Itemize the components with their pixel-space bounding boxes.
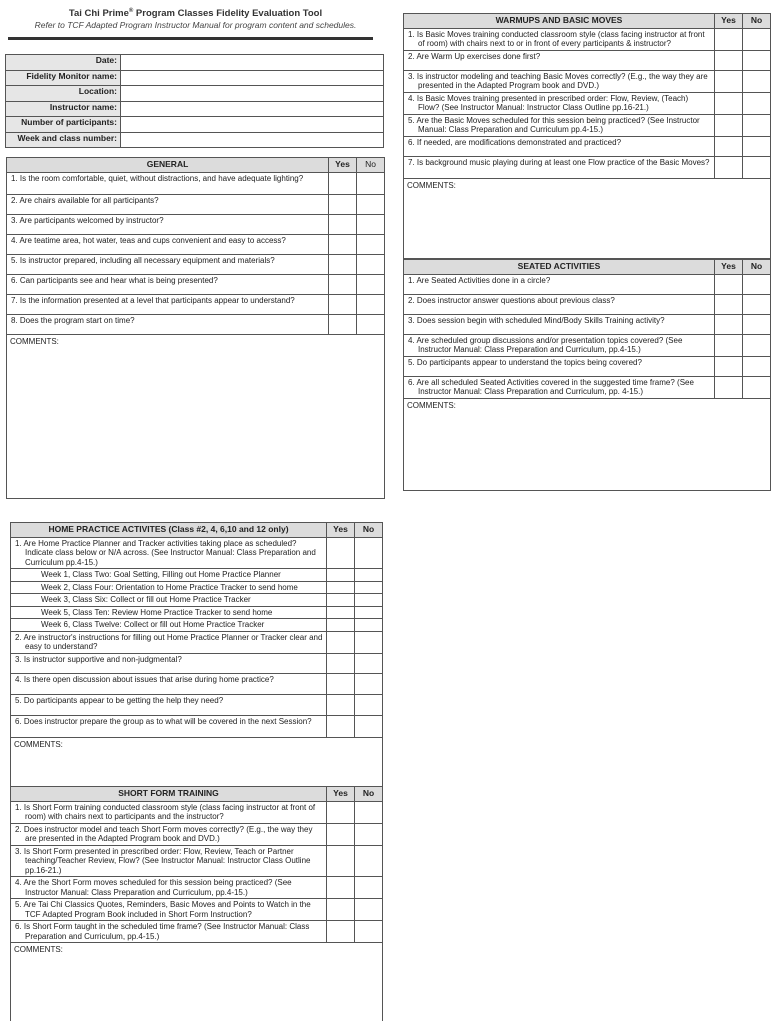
no-checkbox[interactable] bbox=[743, 356, 771, 376]
participants-field[interactable] bbox=[121, 117, 384, 133]
question: 8. Does the program start on time? bbox=[7, 314, 329, 334]
question: 1. Are Home Practice Planner and Tracker activities taking place as scheduled? Indicate class below or N/A across. (See Instructor Manual: Class Preparation and Curriculum pp.4-15.) bbox=[11, 537, 327, 569]
no-checkbox[interactable] bbox=[355, 877, 383, 899]
yes-checkbox[interactable] bbox=[329, 294, 357, 314]
yes-checkbox[interactable] bbox=[327, 619, 355, 632]
question: 1. Is Basic Moves training conducted classroom style (class facing instructor at front of room) with chairs next to or in front of every participants & instructor? bbox=[404, 28, 715, 50]
yes-checkbox[interactable] bbox=[327, 845, 355, 877]
question: 2. Are Warm Up exercises done first? bbox=[404, 50, 715, 70]
short-comments[interactable]: COMMENTS: bbox=[11, 943, 383, 1021]
no-checkbox[interactable] bbox=[355, 921, 383, 943]
yes-header: Yes bbox=[327, 523, 355, 538]
short-form-section bbox=[10, 786, 383, 1021]
yes-checkbox[interactable] bbox=[329, 172, 357, 194]
question: 4. Are scheduled group discussions and/or presentation topics covered? (See Instructor Manual: Class Preparation and Curriculum, pp.4-15.) bbox=[404, 334, 715, 356]
yes-header: Yes bbox=[715, 14, 743, 29]
yes-checkbox[interactable] bbox=[327, 581, 355, 594]
yes-checkbox[interactable] bbox=[327, 899, 355, 921]
no-checkbox[interactable] bbox=[355, 694, 383, 715]
no-checkbox[interactable] bbox=[743, 294, 771, 314]
week-class-label: Week and class number: bbox=[6, 132, 121, 148]
question: 2. Are chairs available for all participants? bbox=[7, 194, 329, 214]
instructor-name-label: Instructor name: bbox=[6, 101, 121, 117]
question: 5. Are the Basic Moves scheduled for this session being practiced? (See Instructor Manual: Class Preparation and Curriculum pp.4-15.) bbox=[404, 114, 715, 136]
home-comments[interactable]: COMMENTS: bbox=[11, 737, 383, 787]
seated-section bbox=[403, 259, 771, 491]
question: 6. Does instructor prepare the group as to what will be covered in the next Session? bbox=[11, 715, 327, 737]
no-checkbox[interactable] bbox=[743, 50, 771, 70]
general-section bbox=[6, 157, 385, 499]
yes-checkbox[interactable] bbox=[715, 136, 743, 156]
yes-checkbox[interactable] bbox=[327, 823, 355, 845]
home-heading: HOME PRACTICE ACTIVITES (Class #2, 4, 6,10 and 12 only) bbox=[11, 523, 327, 538]
yes-checkbox[interactable] bbox=[715, 334, 743, 356]
yes-checkbox[interactable] bbox=[327, 801, 355, 823]
no-checkbox[interactable] bbox=[743, 274, 771, 294]
question: 7. Is the information presented at a level that participants appear to understand? bbox=[7, 294, 329, 314]
week-item: Week 1, Class Two: Goal Setting, Filling out Home Practice Planner bbox=[11, 569, 327, 582]
document-title: Tai Chi Prime® Program Classes Fidelity Evaluation Tool bbox=[68, 8, 323, 20]
no-checkbox[interactable] bbox=[355, 594, 383, 607]
yes-checkbox[interactable] bbox=[715, 156, 743, 178]
warmups-comments[interactable]: COMMENTS: bbox=[404, 178, 771, 258]
seated-comments[interactable]: COMMENTS: bbox=[404, 398, 771, 490]
yes-checkbox[interactable] bbox=[715, 92, 743, 114]
question: 3. Does session begin with scheduled Mind/Body Skills Training activity? bbox=[404, 314, 715, 334]
no-checkbox[interactable] bbox=[355, 619, 383, 632]
question: 4. Are the Short Form moves scheduled for this session being practiced? (See Instructor Manual: Class Preparation and Curriculum, pp.4-15.) bbox=[11, 877, 327, 899]
no-checkbox[interactable] bbox=[355, 899, 383, 921]
question: 1. Are Seated Activities done in a circle? bbox=[404, 274, 715, 294]
yes-checkbox[interactable] bbox=[329, 214, 357, 234]
no-checkbox[interactable] bbox=[357, 234, 385, 254]
no-checkbox[interactable] bbox=[355, 653, 383, 673]
yes-header: Yes bbox=[329, 158, 357, 173]
no-checkbox[interactable] bbox=[743, 28, 771, 50]
question: 2. Does instructor answer questions about previous class? bbox=[404, 294, 715, 314]
no-checkbox[interactable] bbox=[355, 823, 383, 845]
no-checkbox[interactable] bbox=[355, 801, 383, 823]
question: 2. Are instructor's instructions for filling out Home Practice Planner or Tracker clear and easy to understand? bbox=[11, 631, 327, 653]
yes-header: Yes bbox=[327, 787, 355, 802]
no-checkbox[interactable] bbox=[357, 314, 385, 334]
yes-checkbox[interactable] bbox=[327, 569, 355, 582]
question: 5. Is instructor prepared, including all necessary equipment and materials? bbox=[7, 254, 329, 274]
no-checkbox[interactable] bbox=[357, 172, 385, 194]
document-header bbox=[8, 5, 383, 31]
no-header: No bbox=[355, 787, 383, 802]
yes-header: Yes bbox=[715, 260, 743, 275]
no-checkbox[interactable] bbox=[355, 845, 383, 877]
location-field[interactable] bbox=[121, 86, 384, 102]
no-checkbox[interactable] bbox=[743, 314, 771, 334]
fidelity-monitor-field[interactable] bbox=[121, 70, 384, 86]
question: 3. Is Short Form presented in prescribed order: Flow, Review, Teach or Partner teaching/Teacher Review, Flow? (See Instructor Manual: Instructor Class Outline pp.16-21.) bbox=[11, 845, 327, 877]
no-checkbox[interactable] bbox=[355, 715, 383, 737]
no-header: No bbox=[743, 14, 771, 29]
warmups-heading: WARMUPS AND BASIC MOVES bbox=[404, 14, 715, 29]
yes-checkbox[interactable] bbox=[327, 606, 355, 619]
yes-checkbox[interactable] bbox=[715, 294, 743, 314]
no-checkbox[interactable] bbox=[743, 70, 771, 92]
yes-checkbox[interactable] bbox=[327, 537, 355, 569]
yes-checkbox[interactable] bbox=[715, 28, 743, 50]
yes-checkbox[interactable] bbox=[327, 631, 355, 653]
header-divider bbox=[8, 37, 373, 40]
yes-checkbox[interactable] bbox=[327, 715, 355, 737]
week-item: Week 5, Class Ten: Review Home Practice Tracker to send home bbox=[11, 606, 327, 619]
general-comments[interactable]: COMMENTS: bbox=[7, 334, 385, 498]
no-checkbox[interactable] bbox=[355, 569, 383, 582]
date-field[interactable] bbox=[121, 55, 384, 71]
question: 1. Is Short Form training conducted classroom style (class facing instructor at front of room) with chairs next to participants and the instructor? bbox=[11, 801, 327, 823]
yes-checkbox[interactable] bbox=[327, 877, 355, 899]
warmups-section bbox=[403, 13, 771, 259]
no-header: No bbox=[357, 158, 385, 173]
question: 4. Is there open discussion about issues that arise during home practice? bbox=[11, 673, 327, 694]
no-checkbox[interactable] bbox=[355, 537, 383, 569]
general-heading: GENERAL bbox=[7, 158, 329, 173]
info-fields-table bbox=[5, 54, 384, 148]
yes-checkbox[interactable] bbox=[329, 234, 357, 254]
no-checkbox[interactable] bbox=[357, 254, 385, 274]
short-heading: SHORT FORM TRAINING bbox=[11, 787, 327, 802]
no-checkbox[interactable] bbox=[357, 274, 385, 294]
location-label: Location: bbox=[6, 86, 121, 102]
question: 6. If needed, are modifications demonstrated and practiced? bbox=[404, 136, 715, 156]
no-header: No bbox=[743, 260, 771, 275]
no-checkbox[interactable] bbox=[355, 606, 383, 619]
no-header: No bbox=[355, 523, 383, 538]
yes-checkbox[interactable] bbox=[329, 194, 357, 214]
seated-heading: SEATED ACTIVITIES bbox=[404, 260, 715, 275]
yes-checkbox[interactable] bbox=[715, 114, 743, 136]
no-checkbox[interactable] bbox=[743, 376, 771, 398]
yes-checkbox[interactable] bbox=[715, 376, 743, 398]
no-checkbox[interactable] bbox=[357, 294, 385, 314]
question: 3. Is instructor supportive and non-judgmental? bbox=[11, 653, 327, 673]
yes-checkbox[interactable] bbox=[329, 274, 357, 294]
yes-checkbox[interactable] bbox=[715, 50, 743, 70]
no-checkbox[interactable] bbox=[743, 156, 771, 178]
yes-checkbox[interactable] bbox=[327, 694, 355, 715]
question: 1. Is the room comfortable, quiet, without distractions, and have adequate lighting? bbox=[7, 172, 329, 194]
question: 5. Do participants appear to be getting the help they need? bbox=[11, 694, 327, 715]
week-item: Week 3, Class Six: Collect or fill out Home Practice Tracker bbox=[11, 594, 327, 607]
question: 5. Are Tai Chi Classics Quotes, Reminders, Basic Moves and Points to Watch in the TCF Adapted Program Book included in Short Form Instruction? bbox=[11, 899, 327, 921]
yes-checkbox[interactable] bbox=[715, 70, 743, 92]
question: 7. Is background music playing during at least one Flow practice of the Basic Moves? bbox=[404, 156, 715, 178]
question: 6. Are all scheduled Seated Activities covered in the suggested time frame? (See Instructor Manual: Class Preparation and Curriculum, pp. 4-15.) bbox=[404, 376, 715, 398]
question: 6. Is Short Form taught in the scheduled time frame? (See Instructor Manual: Class Preparation and Curriculum, pp.4-15.) bbox=[11, 921, 327, 943]
question: 6. Can participants see and hear what is being presented? bbox=[7, 274, 329, 294]
document-subtitle: Refer to TCF Adapted Program Instructor Manual for program content and schedules. bbox=[34, 20, 357, 31]
question: 4. Is Basic Moves training presented in prescribed order: Flow, Review, (Teach) Flow? (See Instructor Manual: Instructor Class Outline pp.16-21.) bbox=[404, 92, 715, 114]
no-checkbox[interactable] bbox=[355, 673, 383, 694]
question: 3. Are participants welcomed by instructor? bbox=[7, 214, 329, 234]
no-checkbox[interactable] bbox=[357, 194, 385, 214]
week-item: Week 6, Class Twelve: Collect or fill out Home Practice Tracker bbox=[11, 619, 327, 632]
question: 2. Does instructor model and teach Short Form moves correctly? (E.g., the way they are presented in the Adapted Program book and DVD.) bbox=[11, 823, 327, 845]
home-practice-section bbox=[10, 522, 383, 788]
no-checkbox[interactable] bbox=[355, 581, 383, 594]
no-checkbox[interactable] bbox=[357, 214, 385, 234]
week-item: Week 2, Class Four: Orientation to Home Practice Tracker to send home bbox=[11, 581, 327, 594]
question: 3. Is instructor modeling and teaching Basic Moves correctly? (E.g., the way they are presented in the Adapted Program book and DVD.) bbox=[404, 70, 715, 92]
instructor-name-field[interactable] bbox=[121, 101, 384, 117]
date-label: Date: bbox=[6, 55, 121, 71]
no-checkbox[interactable] bbox=[743, 114, 771, 136]
yes-checkbox[interactable] bbox=[329, 254, 357, 274]
participants-label: Number of participants: bbox=[6, 117, 121, 133]
week-class-field[interactable] bbox=[121, 132, 384, 148]
yes-checkbox[interactable] bbox=[327, 921, 355, 943]
yes-checkbox[interactable] bbox=[715, 356, 743, 376]
no-checkbox[interactable] bbox=[743, 136, 771, 156]
yes-checkbox[interactable] bbox=[327, 594, 355, 607]
no-checkbox[interactable] bbox=[743, 92, 771, 114]
question: 5. Do participants appear to understand the topics being covered? bbox=[404, 356, 715, 376]
no-checkbox[interactable] bbox=[355, 631, 383, 653]
question: 4. Are teatime area, hot water, teas and cups convenient and easy to access? bbox=[7, 234, 329, 254]
fidelity-monitor-label: Fidelity Monitor name: bbox=[6, 70, 121, 86]
yes-checkbox[interactable] bbox=[329, 314, 357, 334]
yes-checkbox[interactable] bbox=[327, 653, 355, 673]
yes-checkbox[interactable] bbox=[327, 673, 355, 694]
no-checkbox[interactable] bbox=[743, 334, 771, 356]
yes-checkbox[interactable] bbox=[715, 274, 743, 294]
yes-checkbox[interactable] bbox=[715, 314, 743, 334]
